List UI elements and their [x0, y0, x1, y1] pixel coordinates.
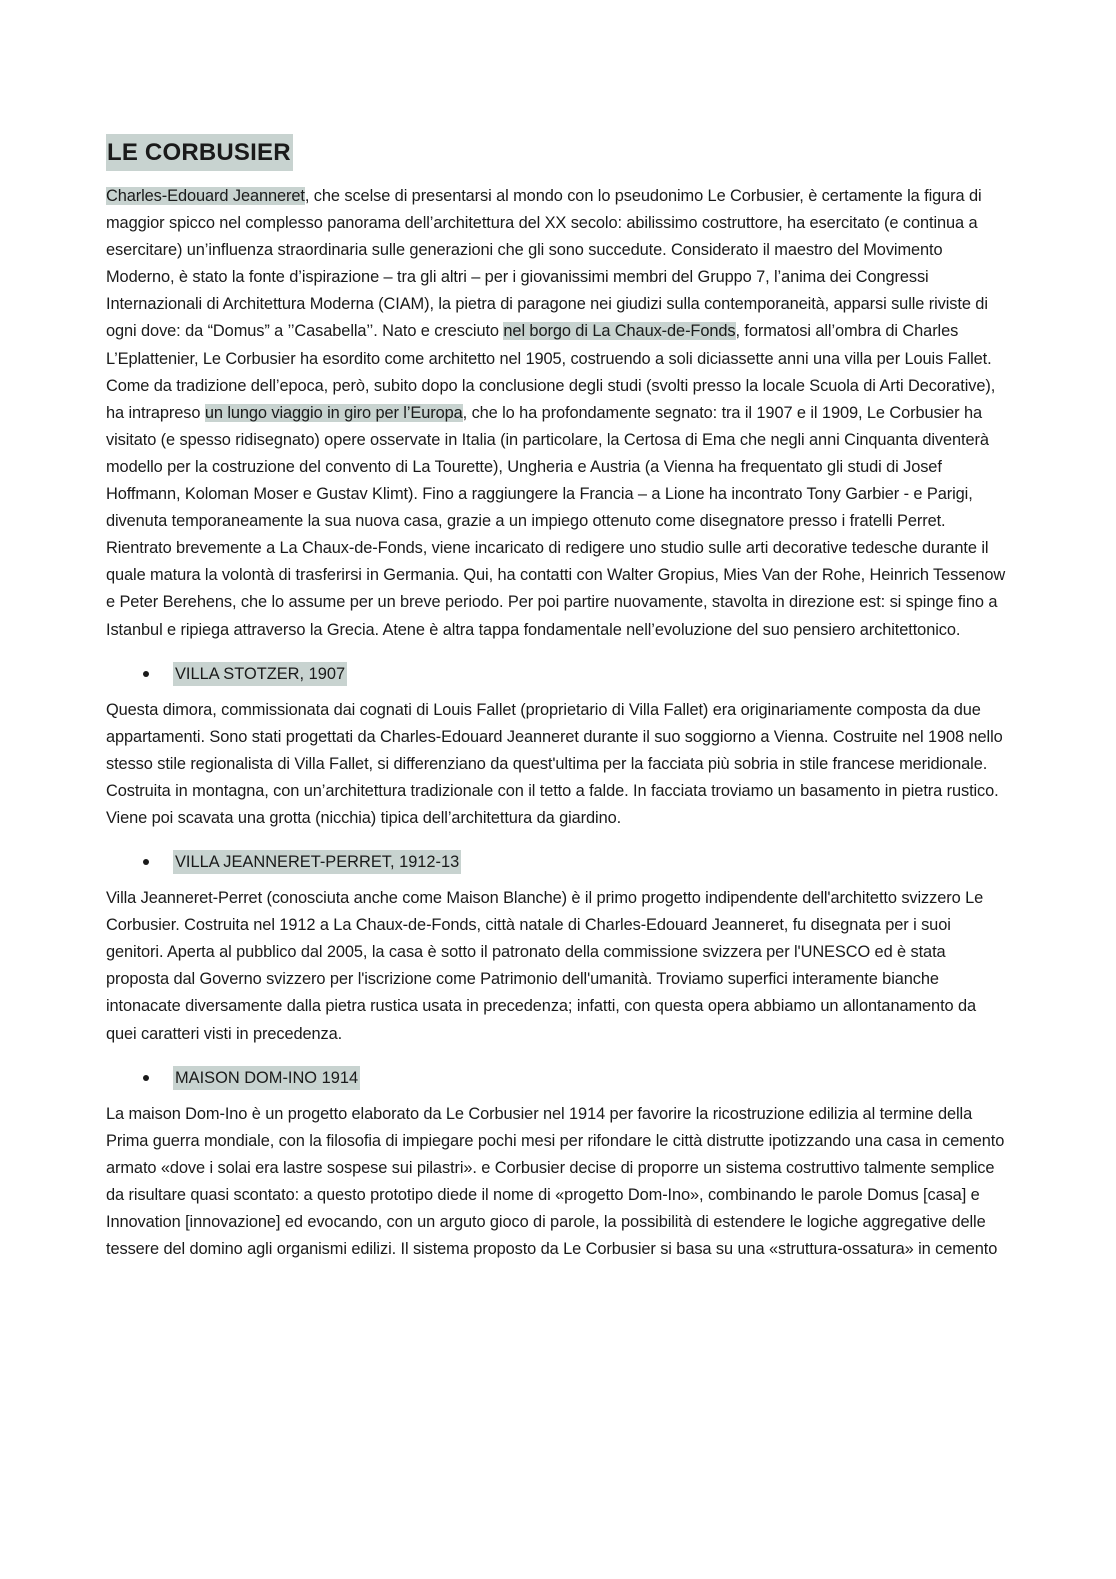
section-heading-label: MAISON DOM-INO 1914	[173, 1066, 360, 1090]
section-paragraph-villa-jeanneret-perret: Villa Jeanneret-Perret (conosciuta anche come Maison Blanche) è il primo progetto indipendente dell'architetto svizzero Le Corbusier. Costruita nel 1912 a La Chaux-de-Fonds, città natale di Charles-Edouard Jeanneret, fu disegnata per i suoi genitori. Aperta al pubblico dal 2005, la casa è sotto il patronato della commissione svizzera per l'UNESCO ed è stata proposta dal Governo svizzero per l'iscrizione come Patrimonio dell'umanità. Troviamo superfici interamente bianche intonacate diversamente dalla pietra rustica usata in precedenza; infatti, con questa opera abbiamo un allontanamento da quei caratteri visti in precedenza.	[106, 889, 984, 1043]
section-paragraph-villa-stotzer: Questa dimora, commissionata dai cognati di Louis Fallet (proprietario di Villa Fallet) era originariamente composta da due appartamenti. Sono stati progettati da Charles-Edouard Jeanneret durante il suo soggiorno a Vienna. Costruite nel 1908 nello stesso stile regionalista di Villa Fallet, si differenziano da quest'ultima per la facciata più sobria in stile francese meridionale. Costruita in montagna, con un’architettura tradizionale con il tetto a falde. In facciata troviamo un basamento in pietra rustico. Viene poi scavata una grotta (nicchia) tipica dell’architettura da giardino.	[106, 700, 1003, 827]
intro-text-1: , che scelse di presentarsi al mondo con lo pseudonimo Le Corbusier, è certamente la figura di maggior spicco nel complesso panorama dell’architettura del XX secolo: abilissimo costruttore, ha esercitato (e continua a esercitare) un’influenza straordinaria sulle generazioni che gli sono succedute. Considerato il maestro del Movimento Moderno, è stato la fonte d’ispirazione – tra gli altri – per i giovanissimi membri del Gruppo 7, l’anima dei Congressi Internazionali di Architettura Moderna (CIAM), la pietra di paragone nei giudizi sulla contemporaneità, apparsi sulle riviste di ogni dove: da “Domus” a ’’Casabella’’. Nato e cresciuto	[106, 187, 988, 341]
page-title: LE CORBUSIER	[106, 134, 293, 171]
section-heading-villa-stotzer	[106, 654, 1006, 694]
intro-text-3: , che lo ha profondamente segnato: tra il 1907 e il 1909, Le Corbusier ha visitato (e spesso ridisegnato) opere osservate in Italia (in particolare, la Certosa di Ema che negli anni Cinquanta diventerà modello per la costruzione del convento di La Tourette), Ungheria e Austria (a Vienna ha frequentato gli studi di Josef Hoffmann, Koloman Moser e Gustav Klimt). Fino a raggiungere la Francia – a Lione ha incontrato Tony Garbier - e Parigi, divenuta temporaneamente la sua nuova casa, grazie a un impiego ottenuto come disegnatore presso i fratelli Perret. Rientrato brevemente a La Chaux-de-Fonds, viene incaricato di redigere uno studio sulle arti decorative tedesche durante il quale matura la volontà di trasferirsi in Germania. Qui, ha contatti con Walter Gropius, Mies Van der Rohe, Heinrich Tessenow e Peter Berehens, che lo assume per un breve periodo. Per poi partire nuovamente, stavolta in direzione est: si spinge fino a Istanbul e ripiega attraverso la Grecia. Atene è altra tappa fondamentale nell’evoluzione del suo pensiero architettonico.	[106, 403, 1006, 639]
section-heading-label: VILLA JEANNERET-PERRET, 1912-13	[173, 850, 461, 874]
bullet-icon	[143, 671, 149, 677]
bullet-icon	[143, 1075, 149, 1081]
highlight-name: Charles-Edouard Jeanneret	[106, 187, 305, 205]
section-heading-maison-dom-ino	[106, 1058, 1006, 1098]
highlight-journey: un lungo viaggio in giro per l’Europa	[204, 403, 463, 422]
section-heading-villa-jeanneret-perret	[106, 842, 1006, 882]
section-paragraph-maison-dom-ino: La maison Dom-Ino è un progetto elaborato da Le Corbusier nel 1914 per favorire la ricostruzione edilizia al termine della Prima guerra mondiale, con la filosofia di impiegare pochi mesi per rifondare le città distrutte ipotizzando una casa in cemento armato «dove i solai era lastre sospese sui pilastri». e Corbusier decise di proporre un sistema costruttivo talmente semplice da risultare quasi scontato: a questo prototipo diede il nome di «progetto Dom-Ino», combinando le parole Domus [casa] e Innovation [innovazione] ed evocando, con un arguto gioco di parole, la possibilità di estendere le logiche aggregative delle tessere del domino agli organismi edilizi. Il sistema proposto da Le Corbusier si basa su una «struttura-ossatura» in cemento	[106, 1104, 1005, 1259]
highlight-birthplace: nel borgo di La Chaux-de-Fonds	[503, 322, 736, 341]
document-page	[106, 130, 1006, 1263]
section-heading-label: VILLA STOTZER, 1907	[173, 662, 347, 686]
bullet-icon	[143, 859, 149, 865]
intro-text-2: , formatosi all’ombra di Charles L’Eplattenier, Le Corbusier ha esordito come architetto nel 1905, costruendo a soli diciassette anni una villa per Louis Fallet. Come da tradizione dell’epoca, però, subito dopo la conclusione degli studi (svolti presso la locale Scuola di Arti Decorative), ha intrapreso	[106, 322, 996, 422]
intro-paragraph	[106, 183, 1006, 644]
